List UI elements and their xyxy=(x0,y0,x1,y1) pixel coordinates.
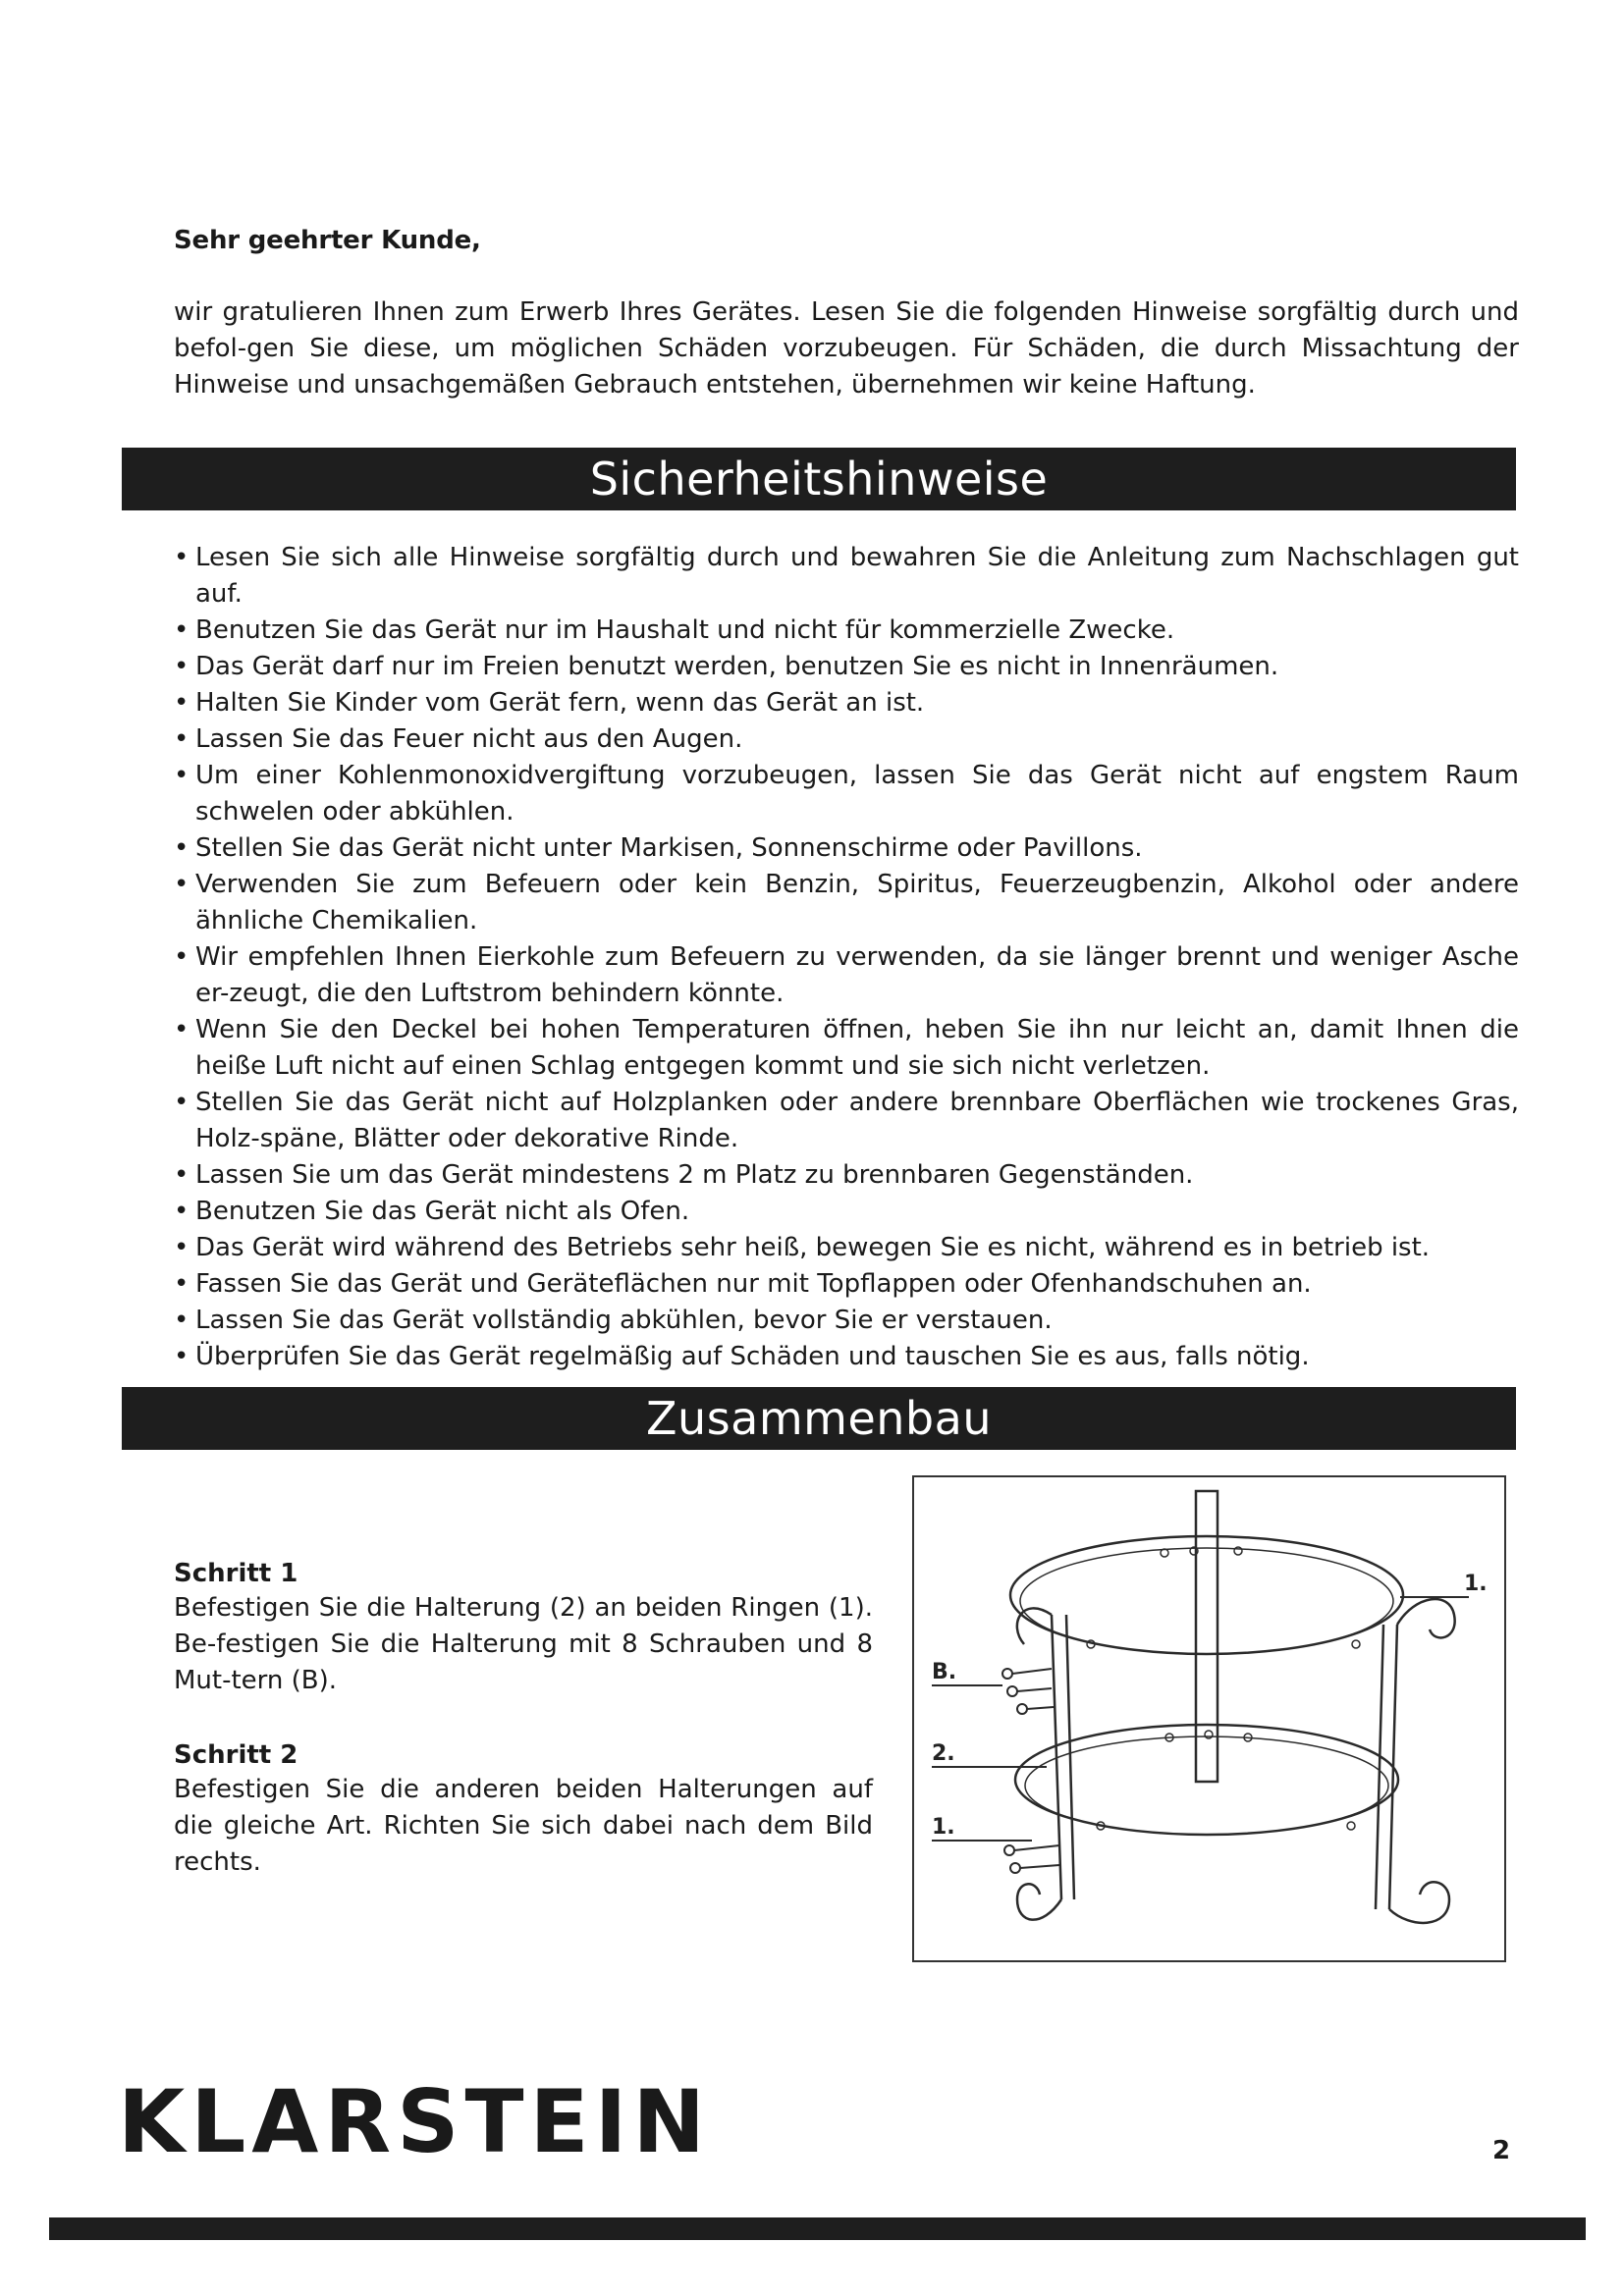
right-bracket-foot xyxy=(1389,1882,1449,1923)
bullet: • xyxy=(174,833,189,863)
footer-bar xyxy=(49,2217,1586,2240)
bullet: • xyxy=(174,724,189,754)
ring-hole xyxy=(1347,1822,1355,1830)
list-item: • Benutzen Sie das Gerät nur im Haushalt und nicht für kommerzielle Zwecke. xyxy=(174,613,1519,649)
bullet: • xyxy=(174,615,189,645)
bullet: • xyxy=(174,1088,189,1117)
bullet: • xyxy=(174,1306,189,1335)
assembly-diagram xyxy=(912,1475,1506,1962)
list-item: • Lassen Sie das Gerät vollständig abkühlen, bevor Sie er verstauen. xyxy=(174,1303,1519,1339)
right-bracket-hook-top xyxy=(1397,1599,1455,1637)
bullet: • xyxy=(174,543,189,572)
bullet: • xyxy=(174,942,189,972)
screw xyxy=(1004,1845,1014,1855)
bullet: • xyxy=(174,1160,189,1190)
list-item: • Verwenden Sie zum Befeuern oder kein Benzin, Spiritus, Feuerzeugbenzin, Alkohol oder andere ähnliche Chemikalien. xyxy=(174,867,1519,939)
left-bracket xyxy=(1052,1615,1074,1899)
list-item: • Wir empfehlen Ihnen Eierkohle zum Befeuern zu verwenden, da sie länger brennt und weniger Asche er-zeugt, die den Luftstrom behindern könnte. xyxy=(174,939,1519,1012)
bullet: • xyxy=(174,870,189,899)
list-item: • Stellen Sie das Gerät nicht unter Markisen, Sonnenschirme oder Pavillons. xyxy=(174,830,1519,867)
lower-ring-inner xyxy=(1025,1736,1388,1835)
screw-line xyxy=(1012,1669,1052,1674)
screw xyxy=(1017,1704,1027,1714)
screw xyxy=(1010,1863,1020,1873)
screw-line xyxy=(1027,1707,1054,1709)
step-1-title: Schritt 1 xyxy=(174,1559,298,1588)
page-number: 2 xyxy=(1492,2136,1511,2165)
right-bracket xyxy=(1376,1625,1397,1909)
stand-illustration xyxy=(914,1477,1508,1964)
section-header-safety: Sicherheitshinweise xyxy=(122,448,1516,510)
bullet: • xyxy=(174,761,189,790)
screw-line xyxy=(1014,1845,1059,1850)
ring-hole xyxy=(1352,1640,1360,1648)
bullet: • xyxy=(174,652,189,681)
step-2-text: Befestigen Sie die anderen beiden Halterungen auf die gleiche Art. Richten Sie sich dabei nach dem Bild rechts. xyxy=(174,1775,873,1877)
greeting: Sehr geehrter Kunde, xyxy=(174,226,481,255)
callout-label-1-left: 1. xyxy=(932,1815,955,1840)
list-item: • Überprüfen Sie das Gerät regelmäßig auf Schäden und tauschen Sie es aus, falls nötig. xyxy=(174,1339,1519,1375)
list-item: • Wenn Sie den Deckel bei hohen Temperaturen öffnen, heben Sie ihn nur leicht an, damit Ihnen die heiße Luft nicht auf einen Schlag entgegen kommt und sie sich nicht verletzen. xyxy=(174,1012,1519,1085)
brand-logo: KLARSTEIN xyxy=(118,2071,712,2172)
list-item: • Benutzen Sie das Gerät nicht als Ofen. xyxy=(174,1194,1519,1230)
safety-list xyxy=(174,540,1519,1375)
left-bracket-hook-top xyxy=(1017,1608,1052,1644)
list-item: • Stellen Sie das Gerät nicht auf Holzplanken oder andere brennbare Oberflächen wie trockenes Gras, Holz-späne, Blätter oder dekorative Rinde. xyxy=(174,1085,1519,1157)
bullet: • xyxy=(174,688,189,718)
callout-label-1-top: 1. xyxy=(1464,1572,1488,1596)
step-1-text: Befestigen Sie die Halterung (2) an beiden Ringen (1). Be-festigen Sie die Halterung mit 8 Schrauben und 8 Mut-tern (B). xyxy=(174,1593,873,1695)
list-item: • Das Gerät wird während des Betriebs sehr heiß, bewegen Sie es nicht, während es in betrieb ist. xyxy=(174,1230,1519,1266)
list-item: • Fassen Sie das Gerät und Geräteflächen nur mit Topflappen oder Ofenhandschuhen an. xyxy=(174,1266,1519,1303)
intro-paragraph: wir gratulieren Ihnen zum Erwerb Ihres Gerätes. Lesen Sie die folgenden Hinweise sorgfältig durch und befol-gen Sie diese, um möglichen Schäden vorzubeugen. Für Schäden, die durch Missachtung der Hinweise und unsachgemäßen Gebrauch entstehen, übernehmen wir keine Haftung. xyxy=(174,297,1519,400)
list-item: • Lassen Sie um das Gerät mindestens 2 m Platz zu brennbaren Gegenständen. xyxy=(174,1157,1519,1194)
bullet: • xyxy=(174,1233,189,1262)
ring-hole xyxy=(1205,1731,1213,1738)
ring-hole xyxy=(1161,1549,1168,1557)
bullet: • xyxy=(174,1197,189,1226)
list-item: • Um einer Kohlenmonoxidvergiftung vorzubeugen, lassen Sie das Gerät nicht auf engstem Raum schwelen oder abkühlen. xyxy=(174,758,1519,830)
list-item: • Lassen Sie das Feuer nicht aus den Augen. xyxy=(174,721,1519,758)
section-header-assembly: Zusammenbau xyxy=(122,1387,1516,1450)
callout-label-2: 2. xyxy=(932,1741,955,1766)
list-item: • Lesen Sie sich alle Hinweise sorgfältig durch und bewahren Sie die Anleitung zum Nachschlagen gut auf. xyxy=(174,540,1519,613)
bullet: • xyxy=(174,1269,189,1299)
screw-line xyxy=(1017,1688,1052,1691)
list-item: • Halten Sie Kinder vom Gerät fern, wenn das Gerät an ist. xyxy=(174,685,1519,721)
left-bracket-foot xyxy=(1017,1884,1061,1919)
step-2-title: Schritt 2 xyxy=(174,1740,298,1770)
screw-line xyxy=(1020,1865,1059,1868)
upper-ring-inner xyxy=(1020,1548,1393,1654)
screw xyxy=(1007,1686,1017,1696)
screw xyxy=(1002,1669,1012,1679)
bullet: • xyxy=(174,1342,189,1371)
bullet: • xyxy=(174,1015,189,1044)
callout-label-b: B. xyxy=(932,1660,957,1684)
list-item: • Das Gerät darf nur im Freien benutzt werden, benutzen Sie es nicht in Innenräumen. xyxy=(174,649,1519,685)
